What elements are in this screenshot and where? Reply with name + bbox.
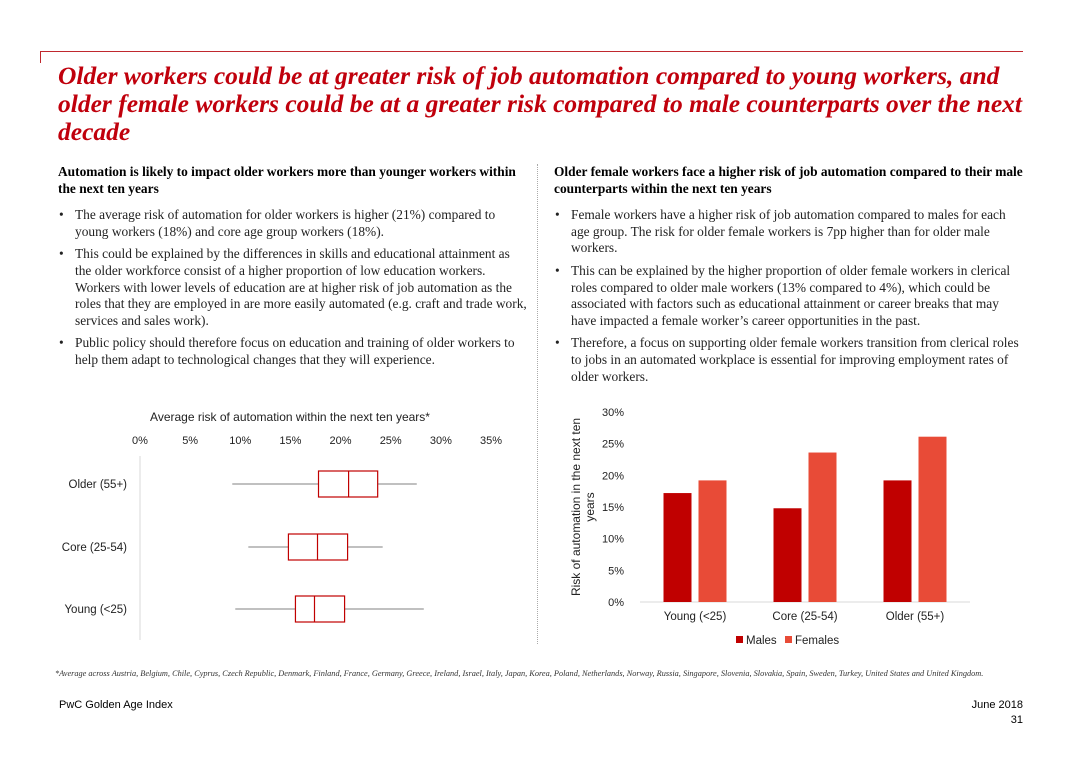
bar-y-tick-label: 20% [601,470,624,483]
bar-females-0 [699,480,727,602]
bar-x-tick-label: Young (<25) [663,611,727,623]
left-text-column [58,164,528,375]
bar-y-tick-label: 10% [601,533,624,546]
boxplot-x-tick-label: 0% [132,435,148,447]
bar-x-tick-label: Core (25-54) [772,611,838,623]
page-number: 31 [1010,714,1023,726]
boxplot-x-tick-label: 10% [229,435,252,447]
boxplot-chart [55,400,525,645]
boxplot-title: Average risk of automation within the next ten years* [150,410,430,424]
boxplot-x-tick-label: 30% [429,435,452,447]
footer-date: June 2018 [971,699,1023,711]
bar-y-tick-label: 15% [601,502,624,514]
bar-y-tick-label: 30% [601,407,624,419]
bar-y-axis-title: Risk of automation in the next tenyears [569,417,597,597]
bar-males-0 [664,493,692,602]
bar-males-1 [774,508,802,602]
right-text-column [554,164,1024,391]
boxplot-x-tick-label: 5% [182,435,199,447]
right-bullet-3: • Therefore, a focus on supporting older female workers transition from clerical roles to jobs in an automated workplace is essential for improving employment rates of older workers. [554,335,1024,385]
left-bullet-3: • Public policy should therefore focus on education and training of older workers to help them adapt to technological changes that they will experience. [58,335,528,368]
left-bullet-2: • This could be explained by the differences in skills and educational attainment as the older workforce consist of a higher proportion of low education workers. Workers with lower levels of education are at higher risk of job automation as the roles that they are employed in are more easily automated (e.g. craft and trade work, services and sales work). [58,246,528,329]
boxplot-category-label: Core (25-54) [61,542,127,554]
boxplot-category-label: Young (<25) [64,604,127,616]
bar-chart [560,400,1030,655]
right-bullet-2: • This can be explained by the higher proportion of older female workers in clerical roles compared to older male workers (13% compared to 4%), which could be associated with factors such as educational attainment or career breaks that may have impacted a female worker’s career opportunities in the past. [554,263,1024,329]
legend-label-females: Females [795,635,840,647]
page-title: Older workers could be at greater risk of job automation compared to young workers, and older female workers could be at a greater risk compared to male counterparts over the next decade [58,61,1022,146]
footnote: *Average across Austria, Belgium, Chile, Cyprus, Czech Republic, Denmark, Finland, France, Germany, Greece, Ireland, Israel, Italy, Japan, Korea, Poland, Netherlands, Norway, Russia, Singapore, Slovenia, Slovakia, Spain, Sweden, Turkey, United States and United Kingdom. [55,669,984,678]
boxplot-x-tick-label: 25% [379,435,402,447]
right-bullet-1: • Female workers have a higher risk of job automation compared to males for each age group. The risk for older female workers is 7pp higher than for older male workers. [554,207,1024,257]
bar-x-tick-label: Older (55+) [885,611,945,623]
left-bullet-1: • The average risk of automation for older workers is higher (21%) compared to young workers (18%) and core age group workers (18%). [58,207,528,240]
legend-swatch-females [785,636,792,643]
boxplot-category-label: Older (55+) [68,479,127,491]
bar-males-2 [884,480,912,602]
footer-brand: PwC Golden Age Index [59,699,173,711]
legend-swatch-males [736,636,743,643]
legend-label-males: Males [746,635,777,647]
header-rule [40,51,1023,52]
bar-females-1 [809,453,837,602]
boxplot-box [295,596,344,622]
bar-y-tick-label: 0% [608,597,624,609]
bar-y-tick-label: 5% [608,565,624,578]
column-divider [537,164,538,644]
boxplot-x-tick-label: 15% [279,435,302,447]
left-heading: Automation is likely to impact older workers more than younger workers within the next ten years [58,164,516,196]
bar-females-2 [919,437,947,602]
boxplot-x-tick-label: 35% [479,435,503,447]
right-bullet-list [554,207,1024,385]
right-heading: Older female workers face a higher risk of job automation compared to their male counterparts within the next ten years [554,164,1023,196]
bar-y-tick-label: 25% [601,438,624,451]
left-bullet-list [58,207,528,368]
boxplot-x-tick-label: 20% [329,435,352,447]
header-rule-tick [40,51,41,63]
